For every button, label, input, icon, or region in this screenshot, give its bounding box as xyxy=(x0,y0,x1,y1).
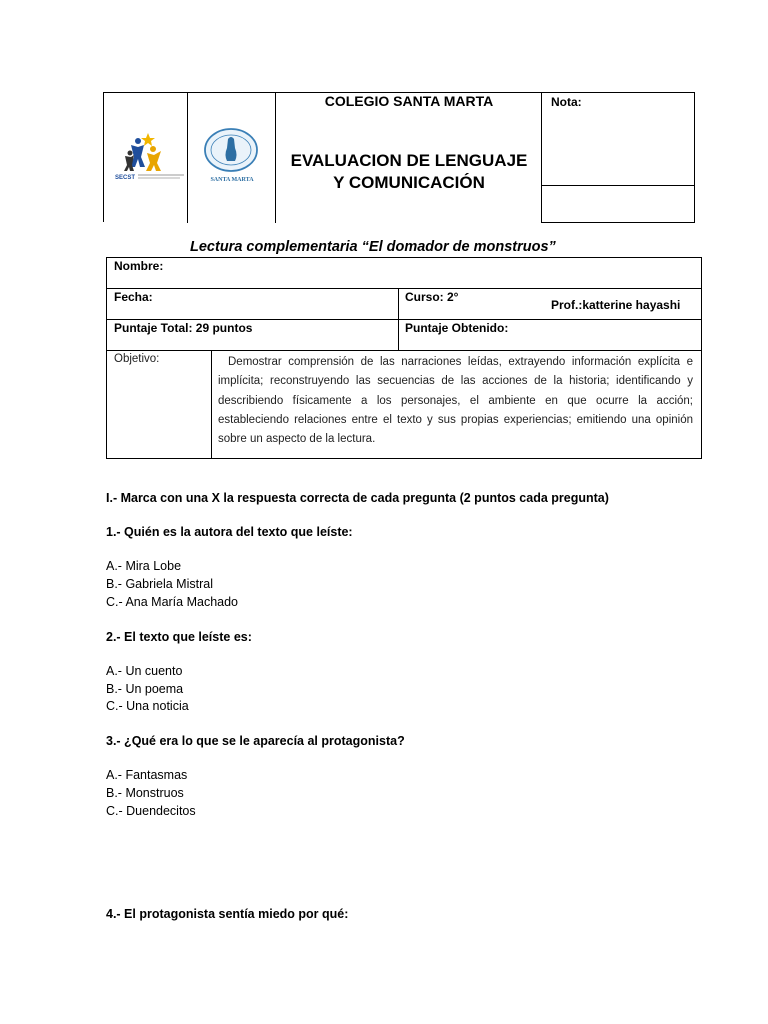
row-puntaje xyxy=(107,320,701,351)
question-4: 4.- El protagonista sentía miedo por qué: xyxy=(106,907,349,921)
prof-cell xyxy=(542,186,695,312)
title-cell xyxy=(276,93,542,223)
secst-logo-text: SECST xyxy=(115,175,136,181)
question-2: 2.- El texto que leíste es: xyxy=(106,630,252,644)
puntaje-total: Puntaje Total: 29 puntos xyxy=(114,321,253,335)
question-1-option-a[interactable]: A.- Mira Lobe xyxy=(106,559,182,573)
prof-label: Prof.:katterine hayashi xyxy=(551,298,681,312)
reading-subtitle: Lectura complementaria “El domador de monstruos” xyxy=(190,239,556,255)
student-info-table xyxy=(106,257,702,459)
school-name: COLEGIO SANTA MARTA xyxy=(324,93,494,109)
objetivo-label: Objetivo: xyxy=(114,353,160,365)
nota-cell xyxy=(542,93,695,186)
question-3: 3.- ¿Qué era lo que se le aparecía al protagonista? xyxy=(106,734,405,748)
santa-marta-logo-text: SANTA MARTA xyxy=(210,177,254,183)
secst-logo-icon xyxy=(104,93,188,223)
puntaje-obtenido-field[interactable]: Puntaje Obtenido: xyxy=(405,321,509,335)
question-3-option-a[interactable]: A.- Fantasmas xyxy=(106,768,188,782)
question-1: 1.- Quién es la autora del texto que leíste: xyxy=(106,525,353,539)
question-2-option-b[interactable]: B.- Un poema xyxy=(106,682,184,696)
question-2-option-c[interactable]: C.- Una noticia xyxy=(106,699,189,713)
santa-marta-logo-icon xyxy=(188,93,276,223)
question-3-option-c[interactable]: C.- Duendecitos xyxy=(106,804,196,818)
evaluation-title-line1: EVALUACION DE LENGUAJE xyxy=(290,151,528,170)
row-fecha-curso xyxy=(107,289,701,320)
question-1-option-b[interactable]: B.- Gabriela Mistral xyxy=(106,577,213,591)
curso-field[interactable]: Curso: 2° xyxy=(405,290,459,304)
evaluation-title xyxy=(276,150,542,194)
logo-cell-santa-marta xyxy=(188,93,276,223)
evaluation-title-line2: Y COMUNICACIÓN xyxy=(333,173,485,192)
question-2-option-a[interactable]: A.- Un cuento xyxy=(106,664,183,678)
section-instruction: I.- Marca con una X la respuesta correcta de cada pregunta (2 puntos cada pregunta) xyxy=(106,491,609,505)
objetivo-text: Demostrar comprensión de las narraciones leídas, extrayendo información explícita e implícita; reconstruyendo las secuencias de las acciones de la historia; identificando y describiendo físicamente a los personajes, el ambiente en que ocurre la acción; estableciendo relaciones entre el texto y sus propias experiencias; emitiendo una opinión sobre un aspecto de la lectura. xyxy=(218,356,693,446)
nombre-field[interactable]: Nombre: xyxy=(114,259,164,273)
nota-label: Nota: xyxy=(551,95,582,109)
question-3-option-b[interactable]: B.- Monstruos xyxy=(106,786,184,800)
fecha-field[interactable]: Fecha: xyxy=(114,290,153,304)
row-objetivo xyxy=(107,351,701,458)
question-1-option-c[interactable]: C.- Ana María Machado xyxy=(106,595,239,609)
row-nombre xyxy=(107,258,701,289)
logo-cell-secst xyxy=(104,93,188,223)
